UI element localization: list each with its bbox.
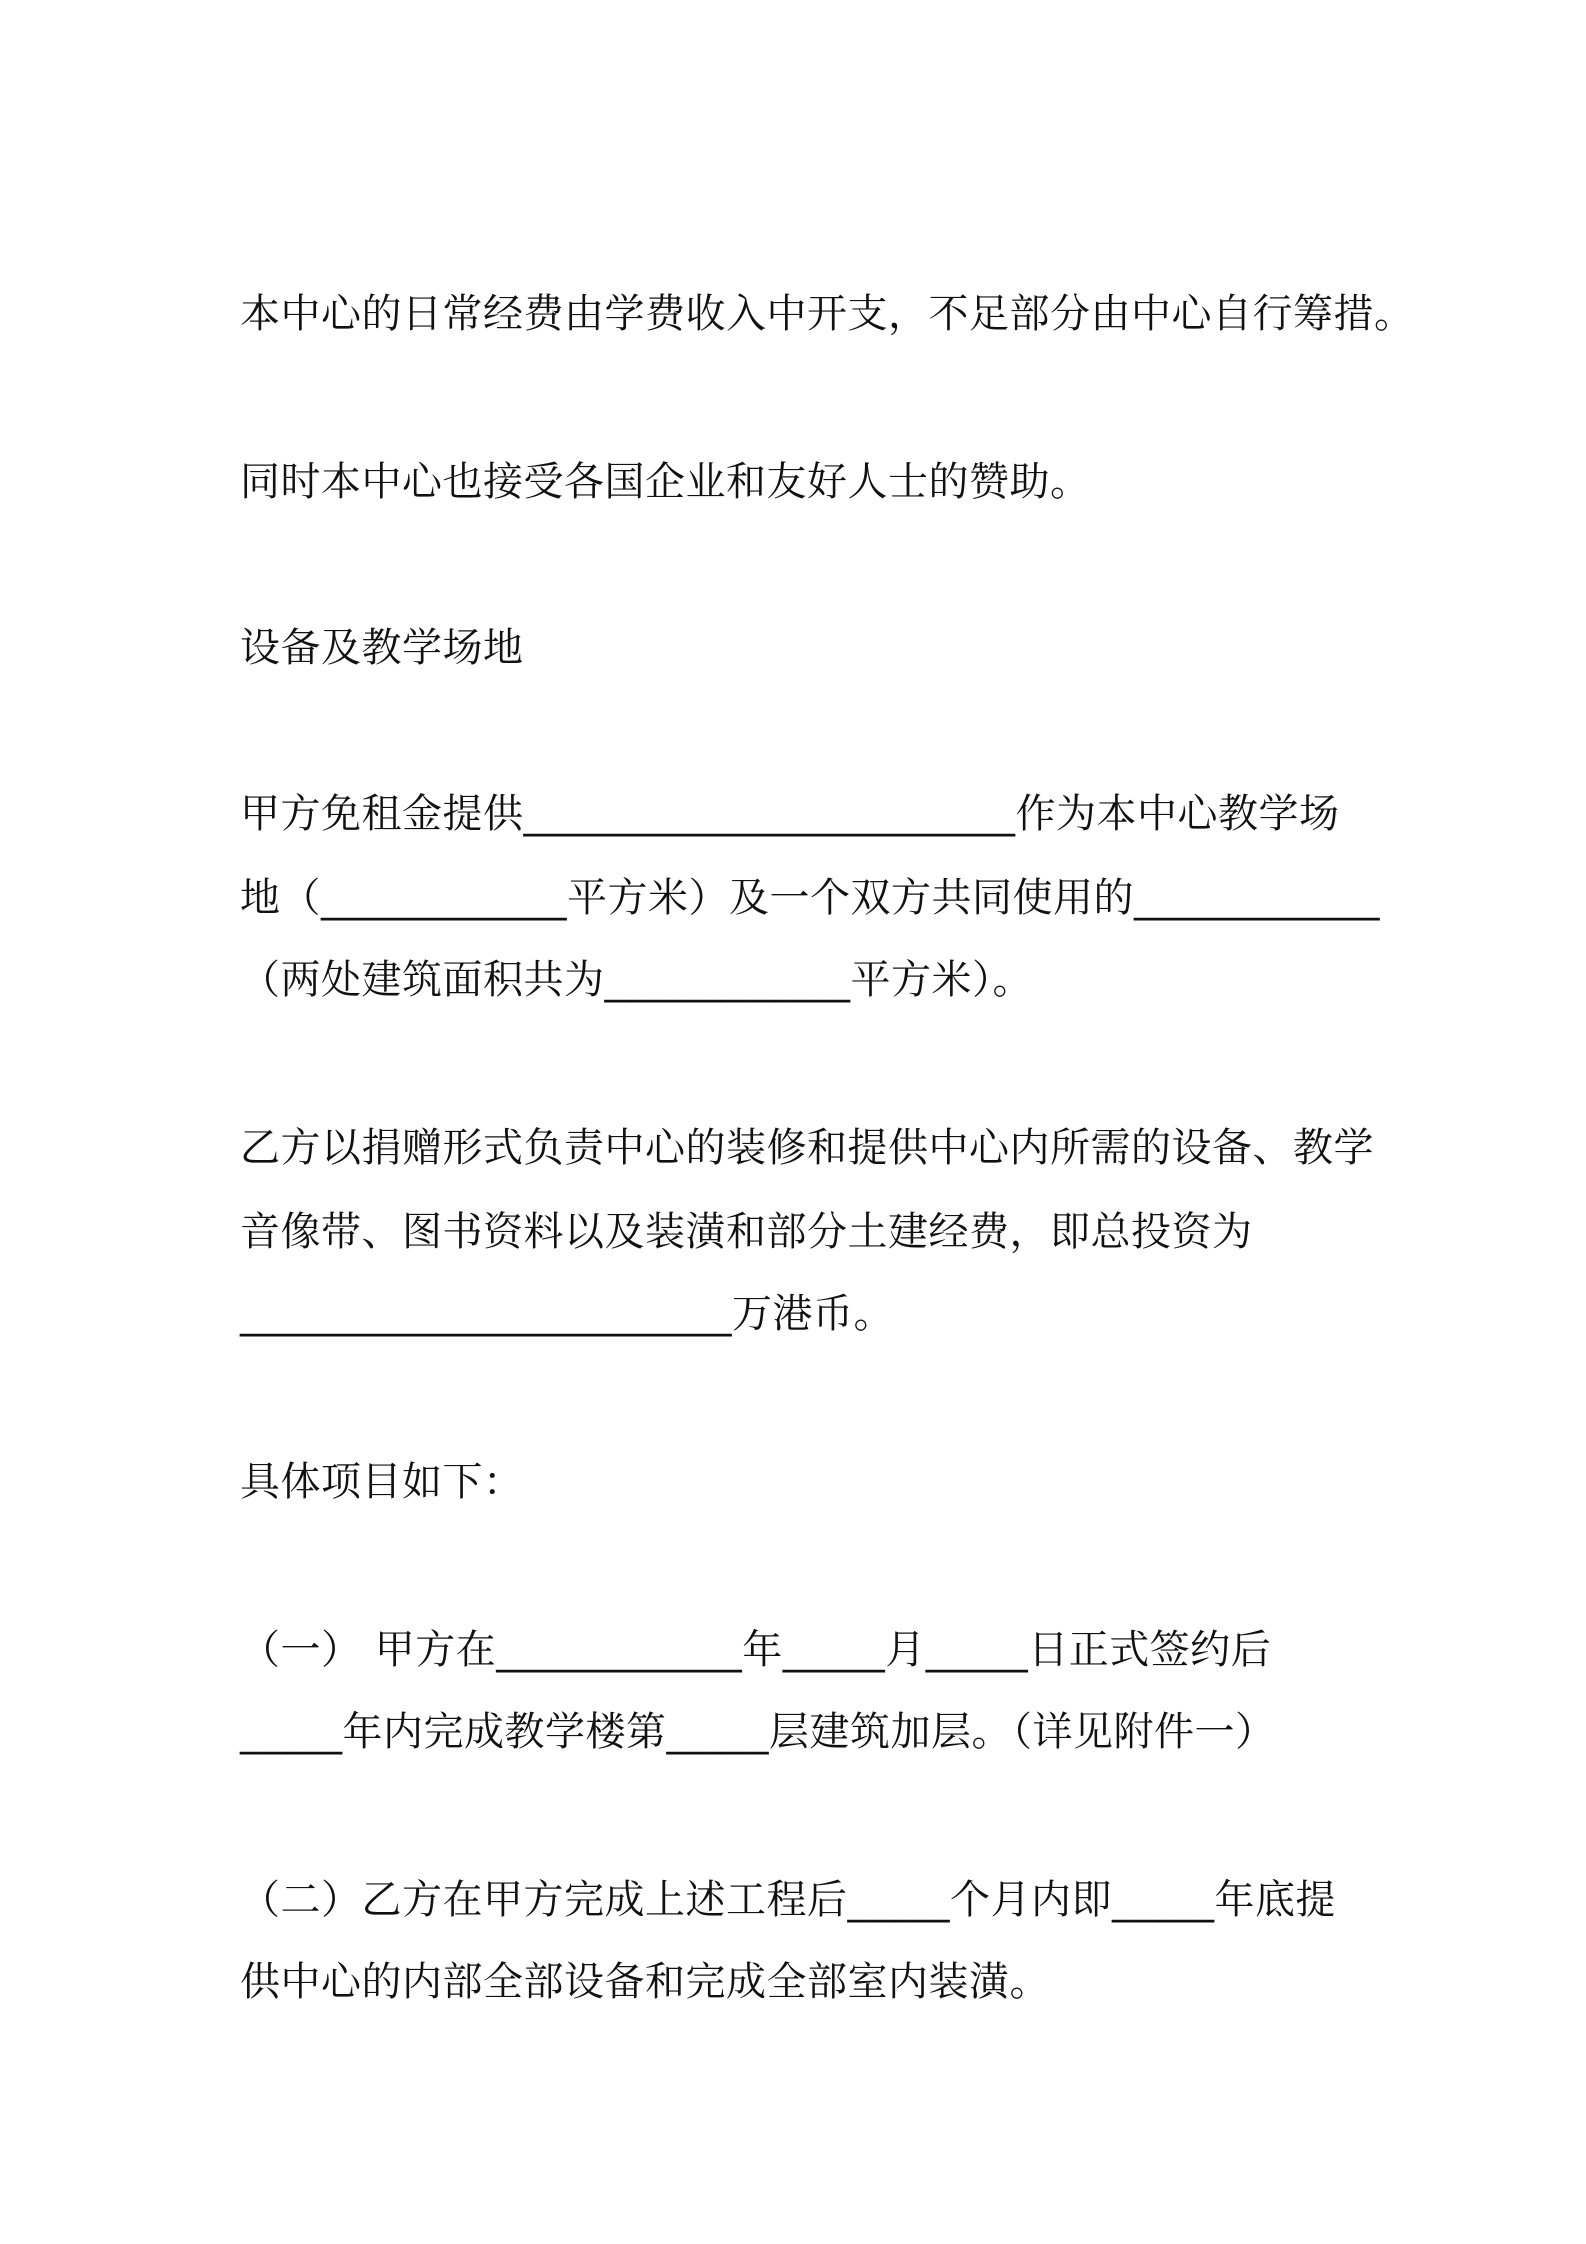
- item-two-line-1: （二）乙方在甲方完成上述工程后_____个月内即_____年底提: [240, 1877, 1336, 1923]
- section-heading-items: 具体项目如下：: [240, 1459, 524, 1505]
- item-one-line-2: _____年内完成教学楼第_____层建筑加层。（详见附件一）: [240, 1709, 1276, 1755]
- section-heading-equipment-venue: 设备及教学场地: [240, 625, 524, 671]
- paragraph-party-a-venue-line-2: 地（____________平方米）及一个双方共同使用的____________: [240, 875, 1380, 921]
- paragraph-party-a-venue-line-1: 甲方免租金提供________________________作为本中心教学场: [240, 791, 1340, 837]
- paragraph-party-b-donation-line-3: ________________________万港币。: [240, 1291, 894, 1337]
- paragraph-party-a-venue-line-3: （两处建筑面积共为____________平方米）。: [240, 957, 1033, 1003]
- paragraph-funding-line-1: 本中心的日常经费由学费收入中开支，不足部分由中心自行筹措。: [240, 291, 1415, 337]
- paragraph-party-b-donation-line-2: 音像带、图书资料以及装潢和部分土建经费，即总投资为: [240, 1209, 1253, 1255]
- item-two-line-2: 供中心的内部全部设备和完成全部室内装潢。: [240, 1959, 1050, 2005]
- paragraph-sponsorship: 同时本中心也接受各国企业和友好人士的赞助。: [240, 459, 1091, 505]
- paragraph-party-b-donation-line-1: 乙方以捐赠形式负责中心的装修和提供中心内所需的设备、教学: [240, 1125, 1374, 1171]
- item-one-line-1: （一） 甲方在____________年_____月_____日正式签约后: [240, 1627, 1272, 1673]
